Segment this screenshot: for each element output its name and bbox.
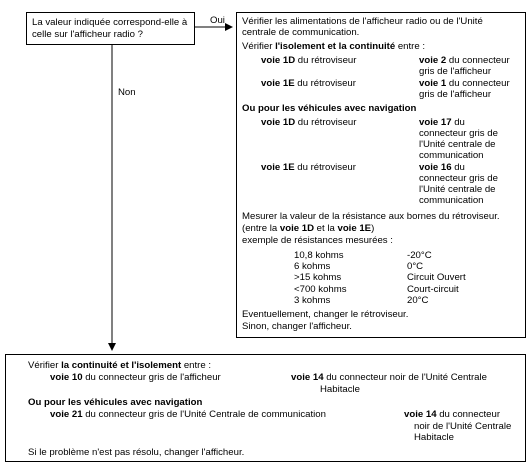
- verify-line: Vérifier l'isolement et la continuité entre :: [242, 41, 426, 52]
- otherwise-line: Sinon, changer l'afficheur.: [242, 321, 352, 332]
- eventually-line: Eventuellement, changer le rétroviseur.: [242, 309, 409, 320]
- bottom-final-line: Si le problème n'est pas résolu, changer l'afficheur.: [28, 447, 245, 458]
- resistance-value: 3 kohms: [294, 295, 331, 306]
- question-line-1: La valeur indiquée correspond-elle à: [32, 17, 188, 28]
- map2-right-1: voie 17 du: [419, 117, 465, 128]
- bottom-verify-line: Vérifier la continuité et l'isolement entre :: [28, 360, 212, 371]
- bottom-row1-right-2: Habitacle: [320, 384, 360, 395]
- bottom-row2-right-3: Habitacle: [414, 432, 454, 443]
- bottom-nav-title: Ou pour les véhicules avec navigation: [28, 397, 203, 408]
- measure-line-2: (entre la voie 1D et la voie 1E): [242, 223, 375, 234]
- resistance-result: 0°C: [407, 261, 424, 272]
- question-box: [26, 12, 195, 45]
- bottom-row2-left: voie 21 du connecteur gris de l'Unité Centrale de communication: [50, 409, 326, 420]
- resistance-result: -20°C: [407, 250, 432, 261]
- map1-left-1: voie 1D du rétroviseur: [261, 55, 357, 66]
- right-line-2: centrale de communication.: [242, 27, 360, 38]
- map2-left-1: voie 1D du rétroviseur: [261, 117, 357, 128]
- check-box-bottom: [5, 354, 526, 462]
- measure-line-1: Mesurer la valeur de la résistance aux bornes du rétroviseur.: [242, 211, 500, 222]
- resistance-value: >15 kohms: [294, 272, 342, 283]
- bottom-row2-right: voie 14 du connecteur: [404, 409, 501, 420]
- map2-left-2: voie 1E du rétroviseur: [261, 162, 356, 173]
- question-line-2: celle sur l'afficheur radio ?: [32, 29, 143, 40]
- map2-right-1c: l'Unité centrale de: [419, 139, 496, 150]
- map2-right-2d: communication: [419, 195, 484, 206]
- bottom-row1-right: voie 14 du connecteur noir de l'Unité Centrale: [291, 372, 487, 383]
- map1-right-2: voie 1 du connecteur: [419, 78, 510, 89]
- map2-right-1d: communication: [419, 150, 484, 161]
- resistance-result: 20°C: [407, 295, 429, 306]
- check-box-right: [236, 12, 526, 338]
- map1-right-1: voie 2 du connecteur: [419, 55, 510, 66]
- map1-right-1b: gris de l'afficheur: [419, 66, 492, 77]
- map1-right-2b: gris de l'afficheur: [419, 89, 492, 100]
- map1-left-2: voie 1E du rétroviseur: [261, 78, 356, 89]
- resistance-result: Court-circuit: [407, 284, 459, 295]
- resistance-value: 10,8 kohms: [294, 250, 344, 261]
- nav-title: Ou pour les véhicules avec navigation: [242, 103, 417, 114]
- map2-right-1b: connecteur gris de: [419, 128, 498, 139]
- yes-label: Oui: [210, 15, 225, 26]
- map2-right-2: voie 16 du: [419, 162, 465, 173]
- map2-right-2c: l'Unité centrale de: [419, 184, 496, 195]
- right-line-1: Vérifier les alimentations de l'afficheur radio ou de l'Unité: [242, 16, 483, 27]
- no-label: Non: [118, 87, 136, 98]
- example-line: exemple de résistances mesurées :: [242, 235, 393, 246]
- resistance-result: Circuit Ouvert: [407, 272, 466, 283]
- resistance-value: 6 kohms: [294, 261, 331, 272]
- map2-right-2b: connecteur gris de: [419, 173, 498, 184]
- bottom-row1-left: voie 10 du connecteur gris de l'afficheur: [50, 372, 221, 383]
- bottom-row2-right-2: noir de l'Unité Centrale: [414, 421, 512, 432]
- resistance-value: <700 kohms: [294, 284, 347, 295]
